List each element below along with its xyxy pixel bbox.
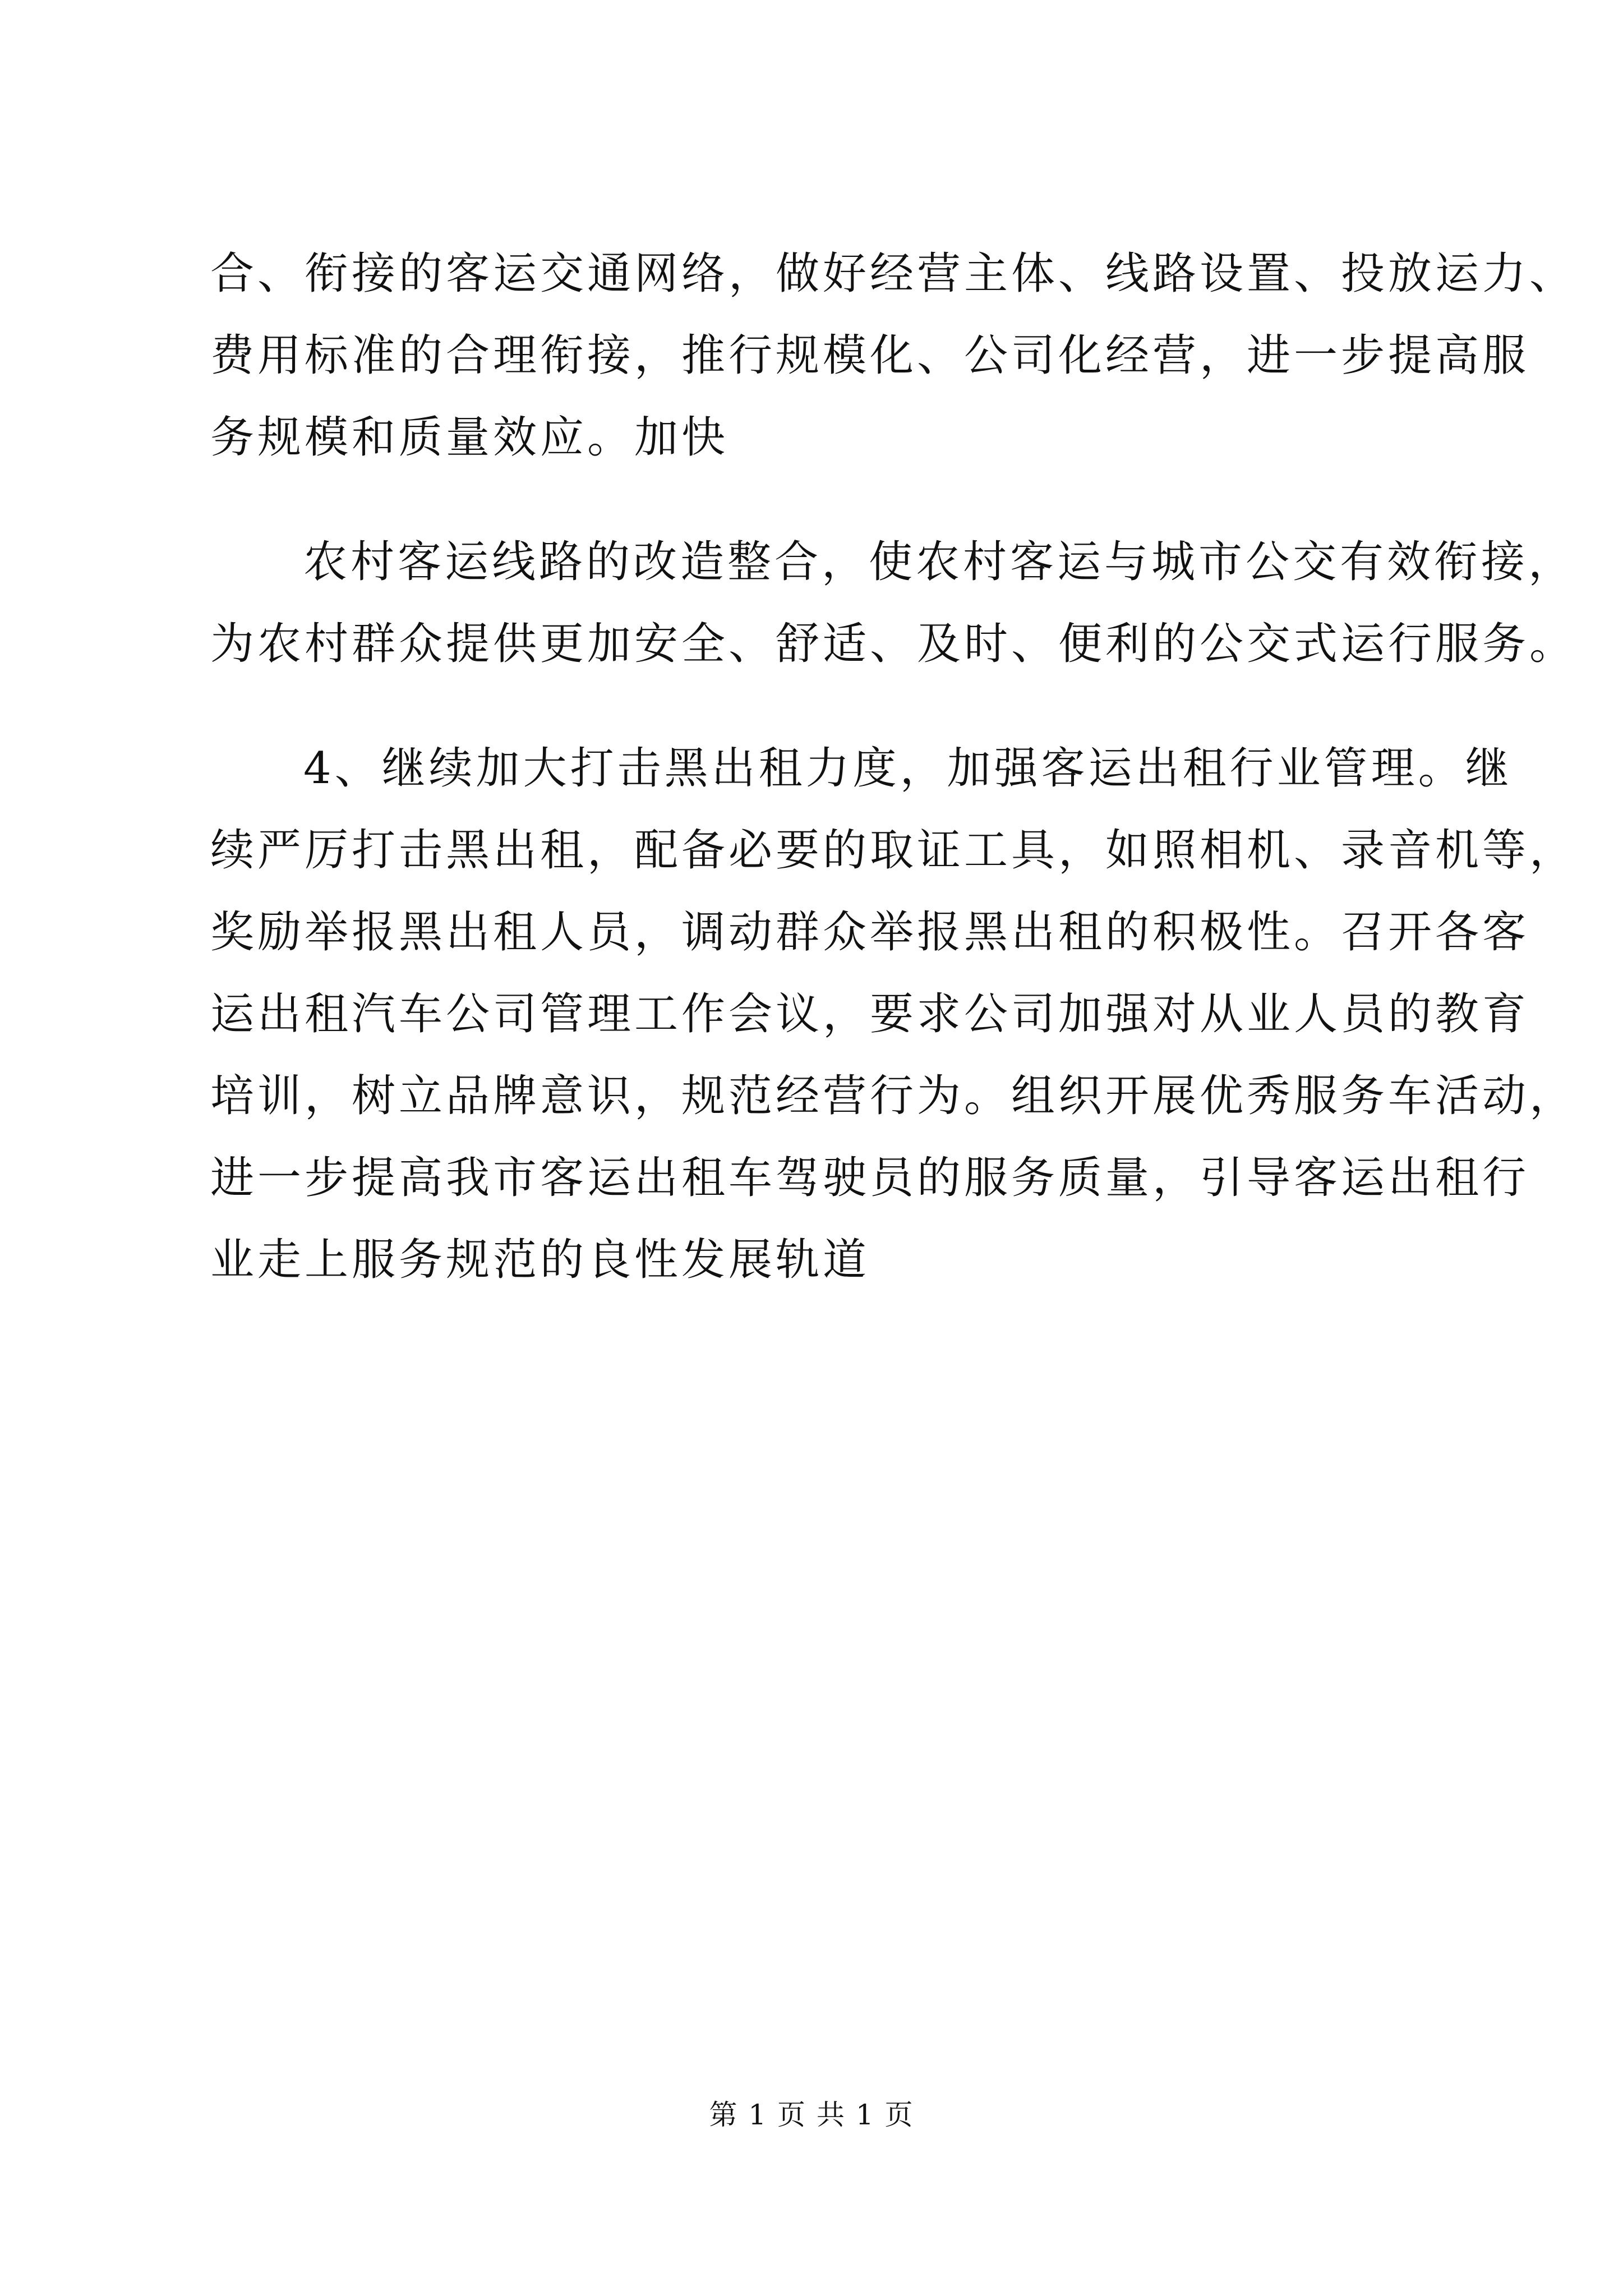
page-number-footer: 第 1 页 共 1 页 — [709, 2099, 914, 2131]
text-line: 进一步提高我市客运出租车驾驶员的服务质量，引导客运出租行 — [210, 1153, 1530, 1203]
text-line: 费用标准的合理衔接，推行规模化、公司化经营，进一步提高服 — [210, 330, 1530, 381]
text-line: 务规模和质量效应。加快 — [210, 412, 729, 463]
text-line: 为农村群众提供更加安全、舒适、及时、便利的公交式运行服务。 — [210, 619, 1577, 669]
text-line: 续严厉打击黑出租，配备必要的取证工具，如照相机、录音机等， — [210, 825, 1577, 876]
text-line: 奖励举报黑出租人员，调动群众举报黑出租的积极性。召开各客 — [210, 907, 1530, 958]
text-line: 农村客运线路的改造整合，使农村客运与城市公交有效衔接， — [303, 537, 1576, 587]
text-line: 业走上服务规范的良性发展轨道 — [210, 1235, 870, 1285]
text-line: 4、继续加大打击黑出租力度，加强客运出租行业管理。继 — [303, 743, 1513, 794]
text-line: 培训，树立品牌意识，规范经营行为。组织开展优秀服务车活动， — [210, 1071, 1577, 1121]
text-line: 合、衔接的客运交通网络，做好经营主体、线路设置、投放运力、 — [210, 249, 1577, 299]
text-line: 运出租汽车公司管理工作会议，要求公司加强对从业人员的教育 — [210, 989, 1530, 1039]
